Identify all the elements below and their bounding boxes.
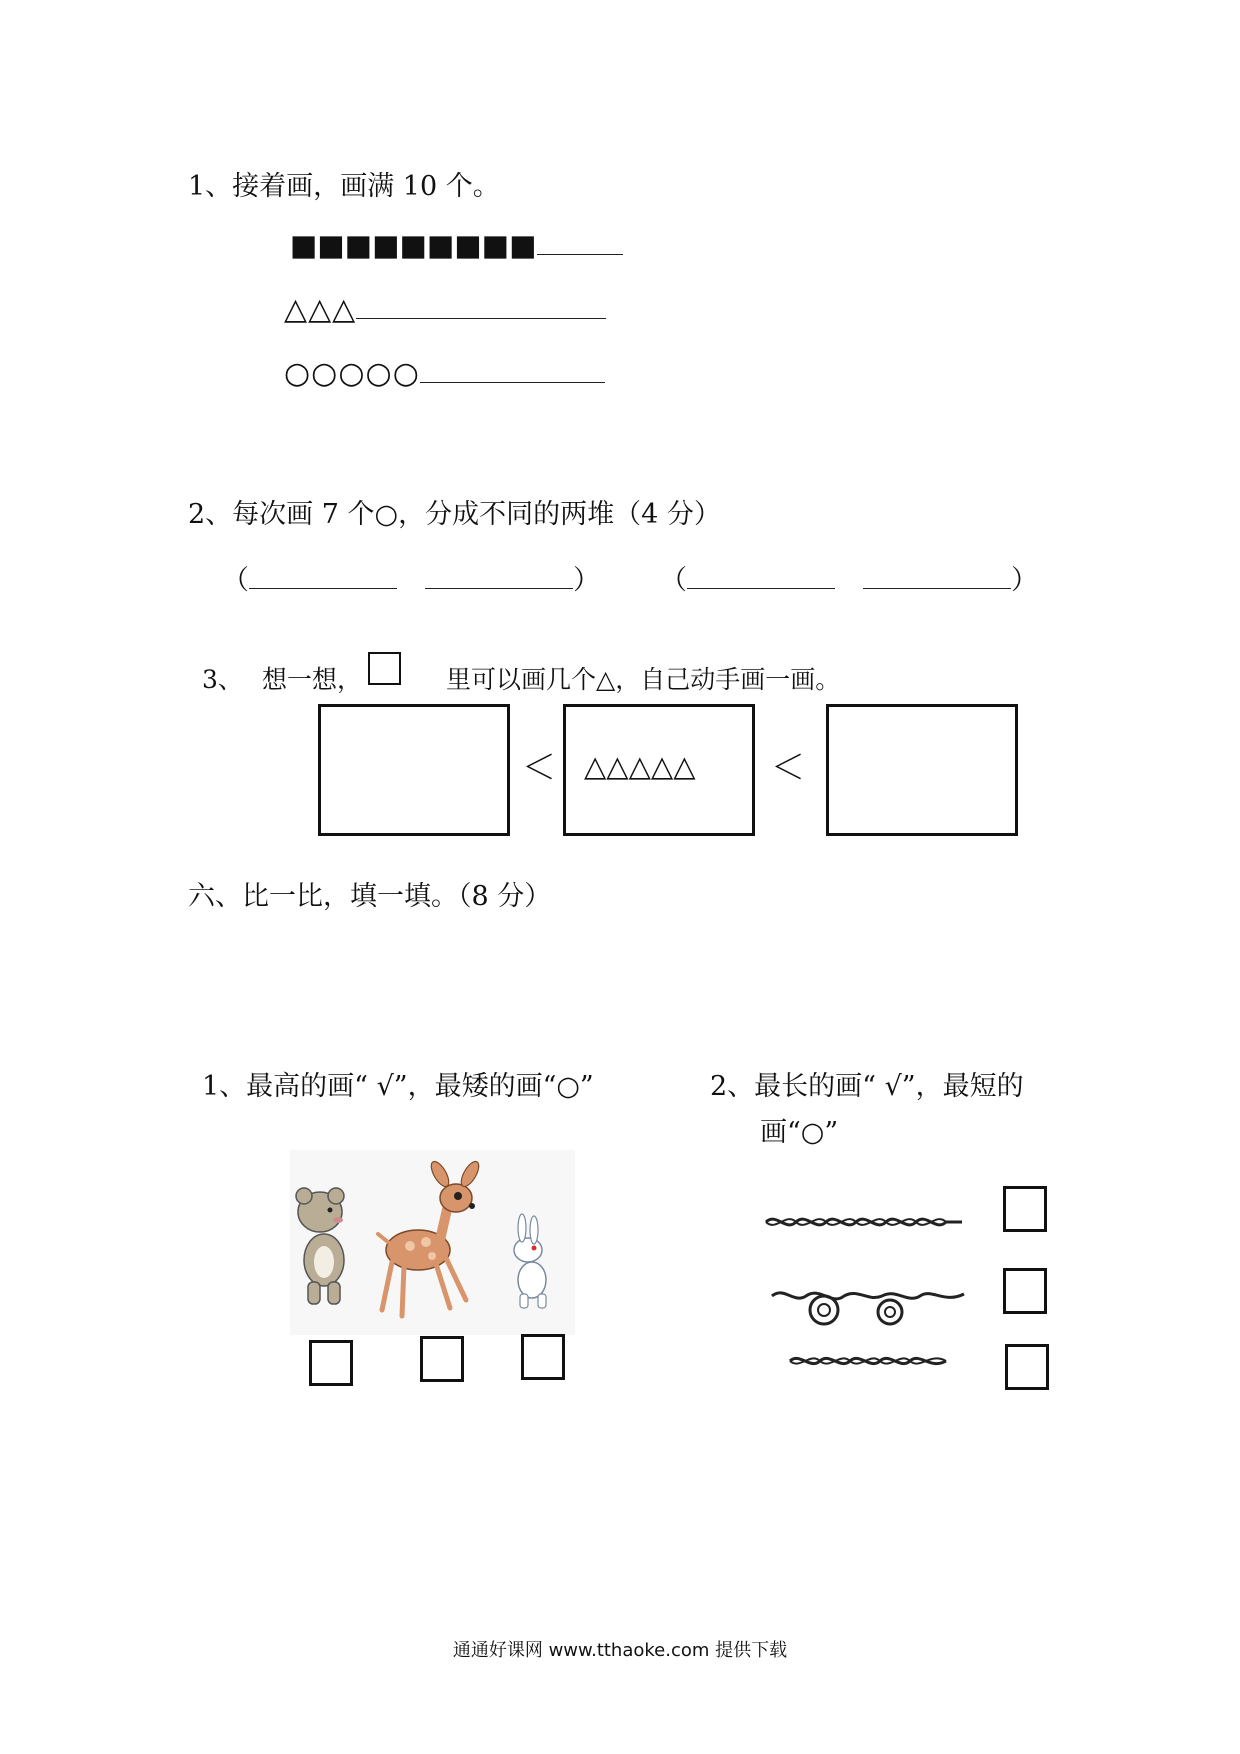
squares-seq: ■■■■■■■■■: [290, 228, 537, 262]
answer-box-rope-1[interactable]: [1003, 1186, 1047, 1232]
sub1-text: 1、最高的画“ √”，最矮的画“○”: [202, 1071, 594, 1102]
answer-blank[interactable]: [537, 250, 623, 255]
q2-title: 2、每次画 7 个○，分成不同的两堆（4 分）: [188, 499, 721, 530]
q3-example-box: [368, 652, 401, 685]
answer-box-rabbit[interactable]: [521, 1334, 565, 1380]
answer-box-rope-3[interactable]: [1005, 1344, 1049, 1390]
sub2-text-a: 2、最长的画“ √”，最短的: [710, 1071, 1024, 1102]
footer-text: 通通好课网 www.tthaoke.com 提供下载: [452, 1640, 788, 1661]
answer-blank[interactable]: [425, 584, 573, 589]
paren-close: ）: [573, 565, 600, 596]
answer-blank[interactable]: [863, 584, 1011, 589]
q1-row-squares: [290, 228, 623, 263]
less-than-sign: ＜: [771, 748, 805, 788]
q1-row-triangles: [284, 292, 606, 327]
rope-long-icon: [766, 1210, 962, 1234]
answer-box-deer[interactable]: [420, 1336, 464, 1382]
q3-answer-box-right[interactable]: [826, 704, 1018, 836]
sub2-text-b: 画“○”: [760, 1117, 839, 1148]
given-triangles: △△△△△: [584, 749, 696, 783]
triangles-seq: △△△: [284, 292, 357, 327]
q3-text-b: 里可以画几个△，自己动手画一画。: [446, 665, 841, 694]
rope-knotted-icon: [772, 1282, 964, 1326]
circles-seq: ○○○○○: [284, 356, 420, 391]
rope-short-icon: [790, 1350, 946, 1372]
paren-close: ）: [1011, 565, 1038, 596]
answer-blank[interactable]: [420, 378, 605, 383]
q3-given-box: [563, 704, 755, 836]
q1-row-circles: [284, 356, 605, 391]
q3-text-a: 想一想，: [262, 665, 363, 694]
q3-number: 3、: [202, 665, 243, 694]
answer-box-bear[interactable]: [309, 1340, 353, 1386]
paren-open: （: [660, 565, 687, 596]
q1-title: 1、接着画，画满 10 个。: [188, 171, 500, 202]
q3-answer-box-left[interactable]: [318, 704, 510, 836]
q2-pair-2: [660, 558, 1038, 597]
section6-title: 六、比一比，填一填。（8 分）: [188, 881, 552, 912]
answer-blank[interactable]: [249, 584, 397, 589]
answer-box-rope-2[interactable]: [1003, 1268, 1047, 1314]
answer-blank[interactable]: [356, 314, 606, 319]
answer-blank[interactable]: [687, 584, 835, 589]
animals-illustration: [290, 1150, 575, 1335]
q2-pair-1: [222, 558, 600, 597]
paren-open: （: [222, 565, 249, 596]
less-than-sign: ＜: [522, 748, 556, 788]
